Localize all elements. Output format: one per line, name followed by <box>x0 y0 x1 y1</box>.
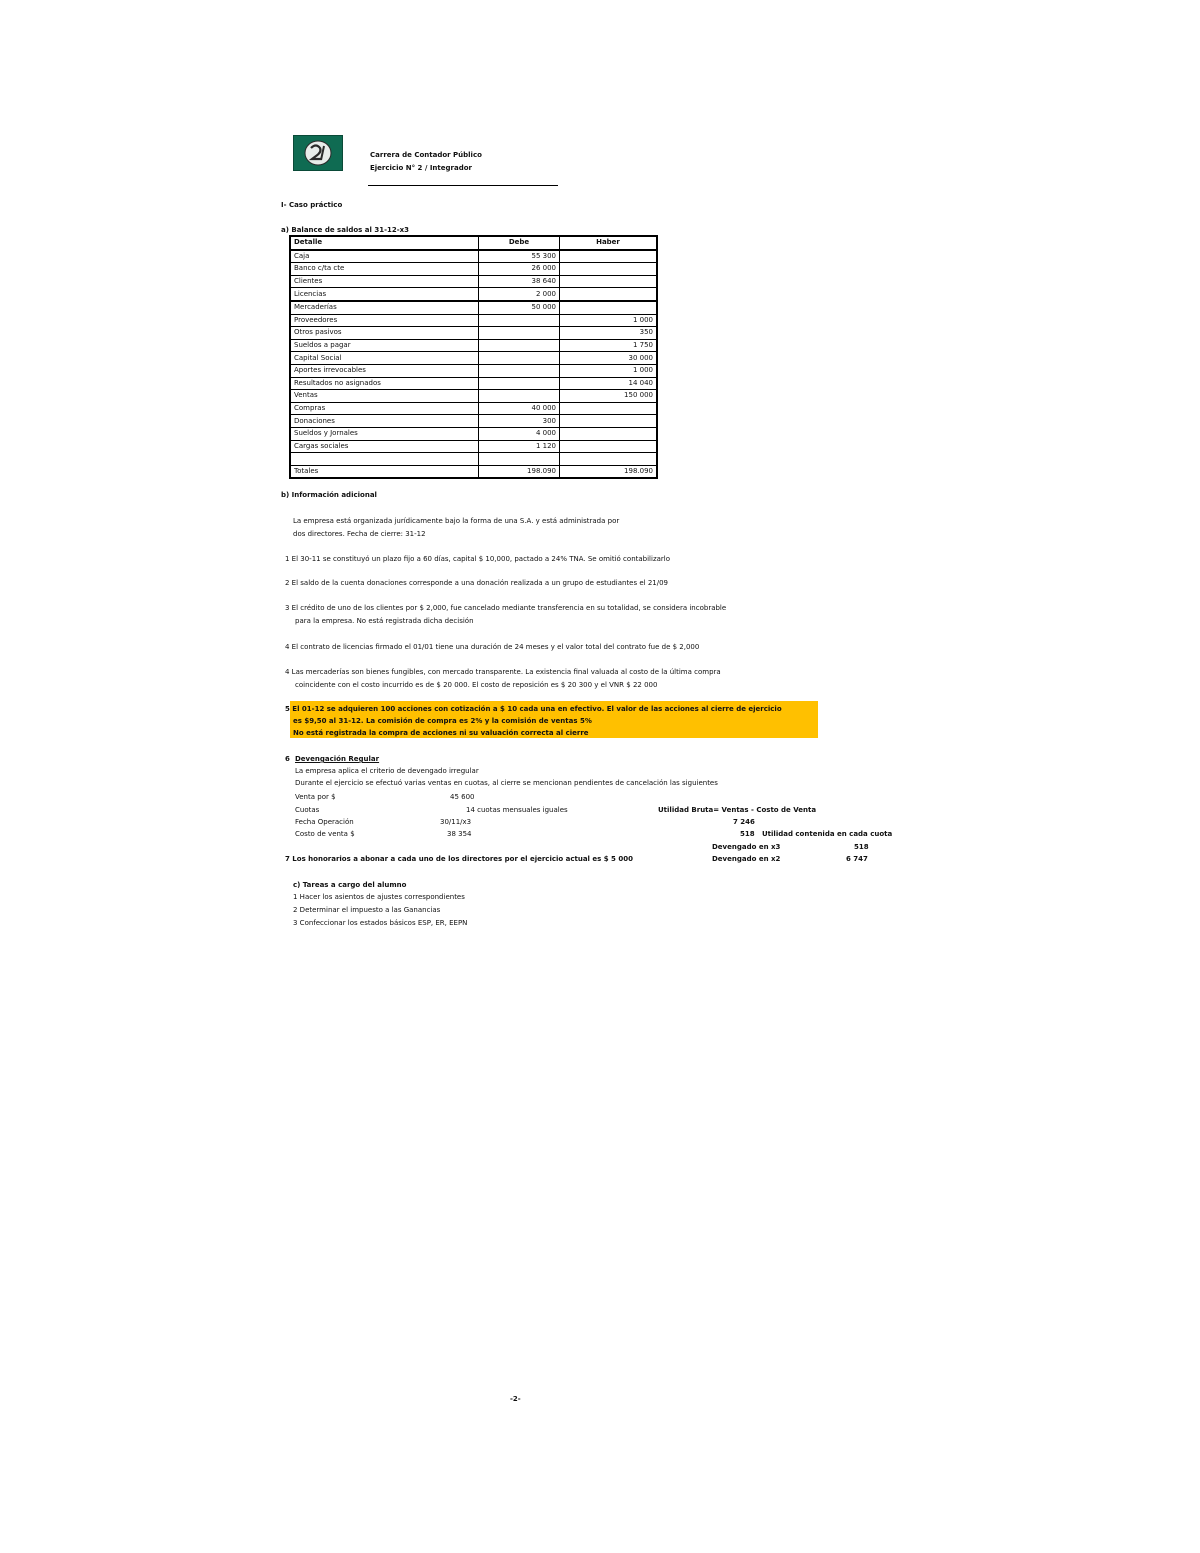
cell-detalle: Caja <box>290 250 479 263</box>
cuota-note-value: 518 <box>740 830 755 838</box>
info-intro-line-1: La empresa está organizada jurídicamente bajo la forma de una S.A. y está administrada por <box>293 517 620 525</box>
table-row <box>290 440 657 453</box>
cell-detalle: Clientes <box>290 275 479 288</box>
cell-haber: 1 000 <box>560 314 658 327</box>
table-row <box>290 390 657 403</box>
cell-detalle: Otros pasivos <box>290 327 479 340</box>
devengado-x2-label: Devengado en x2 <box>712 855 781 863</box>
cell-haber <box>560 263 658 276</box>
cell-haber <box>560 440 658 453</box>
info-title: b) Información adicional <box>281 491 377 499</box>
tareas-title: c) Tareas a cargo del alumno <box>293 881 407 889</box>
cell-detalle: Sueldos y Jornales <box>290 427 479 440</box>
cell-haber <box>560 275 658 288</box>
table-row <box>290 453 657 466</box>
info-item-5-line-1: 4 Las mercaderías son bienes fungibles, con mercado transparente. La existencia final valuada al costo de la última compra <box>285 668 721 676</box>
tarea-3: 3 Confeccionar los estados básicos ESP, ER, EEPN <box>293 919 468 927</box>
cell-debe: 50 000 <box>479 301 560 314</box>
table-row-totals <box>290 465 657 478</box>
cuotas-label: Cuotas <box>295 806 320 814</box>
table-row <box>290 352 657 365</box>
cell-haber: 350 <box>560 327 658 340</box>
cell-haber: 150 000 <box>560 390 658 403</box>
header-divider <box>368 185 558 186</box>
cell-debe: 4 000 <box>479 427 560 440</box>
table-row <box>290 288 657 301</box>
section-title: I- Caso práctico <box>281 201 343 209</box>
table-row <box>290 327 657 340</box>
cell-debe <box>479 390 560 403</box>
cell-detalle: Totales <box>290 465 479 478</box>
cell-debe: 1 120 <box>479 440 560 453</box>
devengado-x2-value: 6 747 <box>846 855 868 863</box>
cell-debe <box>479 453 560 466</box>
logo <box>293 135 343 171</box>
table-row <box>290 415 657 428</box>
cell-debe: 26 000 <box>479 263 560 276</box>
cell-haber <box>560 427 658 440</box>
cell-detalle: Banco c/ta cte <box>290 263 479 276</box>
table-row <box>290 263 657 276</box>
column-header-debe: Debe <box>479 236 560 250</box>
cell-detalle: Proveedores <box>290 314 479 327</box>
table-row <box>290 275 657 288</box>
cuotas-value: 14 cuotas mensuales iguales <box>466 806 568 814</box>
cell-haber <box>560 288 658 301</box>
fecha-label: Fecha Operación <box>295 818 354 826</box>
cell-haber: 1 000 <box>560 364 658 377</box>
costo-label: Costo de venta $ <box>295 830 355 838</box>
info-item-6-line-3: No está registrada la compra de acciones ni su valuación correcta al cierre <box>293 729 589 737</box>
balance-table <box>289 235 658 479</box>
table-row <box>290 339 657 352</box>
costo-value: 38 354 <box>447 830 472 838</box>
cell-detalle <box>290 453 479 466</box>
tarea-2: 2 Determinar el impuesto a las Ganancias <box>293 906 441 914</box>
info-item-2: 2 El saldo de la cuenta donaciones corresponde a una donación realizada a un grupo de estudiantes el 21/09 <box>285 579 669 587</box>
utilidad-value: 7 246 <box>733 818 755 826</box>
cell-haber <box>560 301 658 314</box>
cell-haber: 14 040 <box>560 377 658 390</box>
column-header-detalle: Detalle <box>290 236 479 250</box>
info-item-4: 4 El contrato de licencias firmado el 01/01 tiene una duración de 24 meses y el valor total del contrato fue de $ 2,000 <box>285 643 700 651</box>
cell-debe <box>479 377 560 390</box>
table-row <box>290 427 657 440</box>
cuota-note: Utilidad contenida en cada cuota <box>762 830 893 838</box>
info-item-1: 1 El 30-11 se constituyó un plazo fijo a 60 días, capital $ 10,000, pactado a 24% TNA. Se omitió contabilizarlo <box>285 555 671 563</box>
cell-debe <box>479 327 560 340</box>
cell-haber <box>560 402 658 415</box>
cell-debe <box>479 314 560 327</box>
cell-debe <box>479 352 560 365</box>
cell-debe: 2 000 <box>479 288 560 301</box>
cell-debe: 300 <box>479 415 560 428</box>
cell-debe <box>479 339 560 352</box>
dev-title: Devengación Regular <box>295 755 380 763</box>
cell-detalle: Cargas sociales <box>290 440 479 453</box>
cell-debe: 198.090 <box>479 465 560 478</box>
cell-haber <box>560 453 658 466</box>
cell-haber: 198.090 <box>560 465 658 478</box>
cell-detalle: Mercaderías <box>290 301 479 314</box>
cell-debe: 55 300 <box>479 250 560 263</box>
header-subtitle: Ejercicio N° 2 / Integrador <box>370 164 472 172</box>
info-item-3-line-1: 3 El crédito de uno de los clientes por $ 2,000, fue cancelado mediante transferencia en su totalidad, se considera incobrable <box>285 604 727 612</box>
venta-label: Venta por $ <box>295 793 336 801</box>
info-item-6-line-1: 5 El 01-12 se adquieren 100 acciones con cotización a $ 10 cada una en efectivo. El valor de las acciones al cierre de ejercicio <box>285 705 782 713</box>
cell-detalle: Resultados no asignados <box>290 377 479 390</box>
table-row <box>290 377 657 390</box>
info-item-6-line-2: es $9,50 al 31-12. La comisión de compra es 2% y la comisión de ventas 5% <box>293 717 592 725</box>
table-row <box>290 314 657 327</box>
info-intro-line-2: dos directores. Fecha de cierre: 31-12 <box>293 530 426 538</box>
cell-haber <box>560 415 658 428</box>
info-item-3-line-2: para la empresa. No está registrada dicha decisión <box>295 617 474 625</box>
table-header-row <box>290 236 657 250</box>
table-row <box>290 250 657 263</box>
table-row <box>290 364 657 377</box>
info-item-5-line-2: coincidente con el costo incurrido es de $ 20 000. El costo de reposición es $ 20 300 y el VNR $ 22 000 <box>295 681 658 689</box>
header-title: Carrera de Contador Público <box>370 151 482 159</box>
devengado-x3-value: 518 <box>854 843 869 851</box>
cell-detalle: Aportes irrevocables <box>290 364 479 377</box>
cell-debe: 38 640 <box>479 275 560 288</box>
cell-detalle: Donaciones <box>290 415 479 428</box>
dev-line-2: Durante el ejercicio se efectuó varias ventas en cuotas, al cierre se mencionan pendientes de cancelación las siguientes <box>295 779 718 787</box>
column-header-haber: Haber <box>560 236 658 250</box>
cell-detalle: Compras <box>290 402 479 415</box>
cell-detalle: Licencias <box>290 288 479 301</box>
table-row <box>290 402 657 415</box>
cell-debe <box>479 364 560 377</box>
table-row <box>290 301 657 314</box>
cell-detalle: Sueldos a pagar <box>290 339 479 352</box>
tarea-1: 1 Hacer los asientos de ajustes correspondientes <box>293 893 465 901</box>
info-item-7: 7 Los honorarios a abonar a cada uno de los directores por el ejercicio actual es $ 5 000 <box>285 855 633 863</box>
utilidad-label: Utilidad Bruta= Ventas - Costo de Venta <box>658 806 817 814</box>
cell-detalle: Capital Social <box>290 352 479 365</box>
cell-debe: 40 000 <box>479 402 560 415</box>
cell-haber: 1 750 <box>560 339 658 352</box>
page-number: -2- <box>510 1395 521 1403</box>
cell-haber <box>560 250 658 263</box>
logo-emblem-icon <box>294 136 342 170</box>
dev-number: 6 <box>285 755 290 763</box>
fecha-value: 30/11/x3 <box>440 818 472 826</box>
venta-value: 45 600 <box>450 793 475 801</box>
dev-line-1: La empresa aplica el criterio de devengado irregular <box>295 767 479 775</box>
cell-haber: 30 000 <box>560 352 658 365</box>
balance-title: a) Balance de saldos al 31-12-x3 <box>281 226 410 234</box>
devengado-x3-label: Devengado en x3 <box>712 843 781 851</box>
cell-detalle: Ventas <box>290 390 479 403</box>
